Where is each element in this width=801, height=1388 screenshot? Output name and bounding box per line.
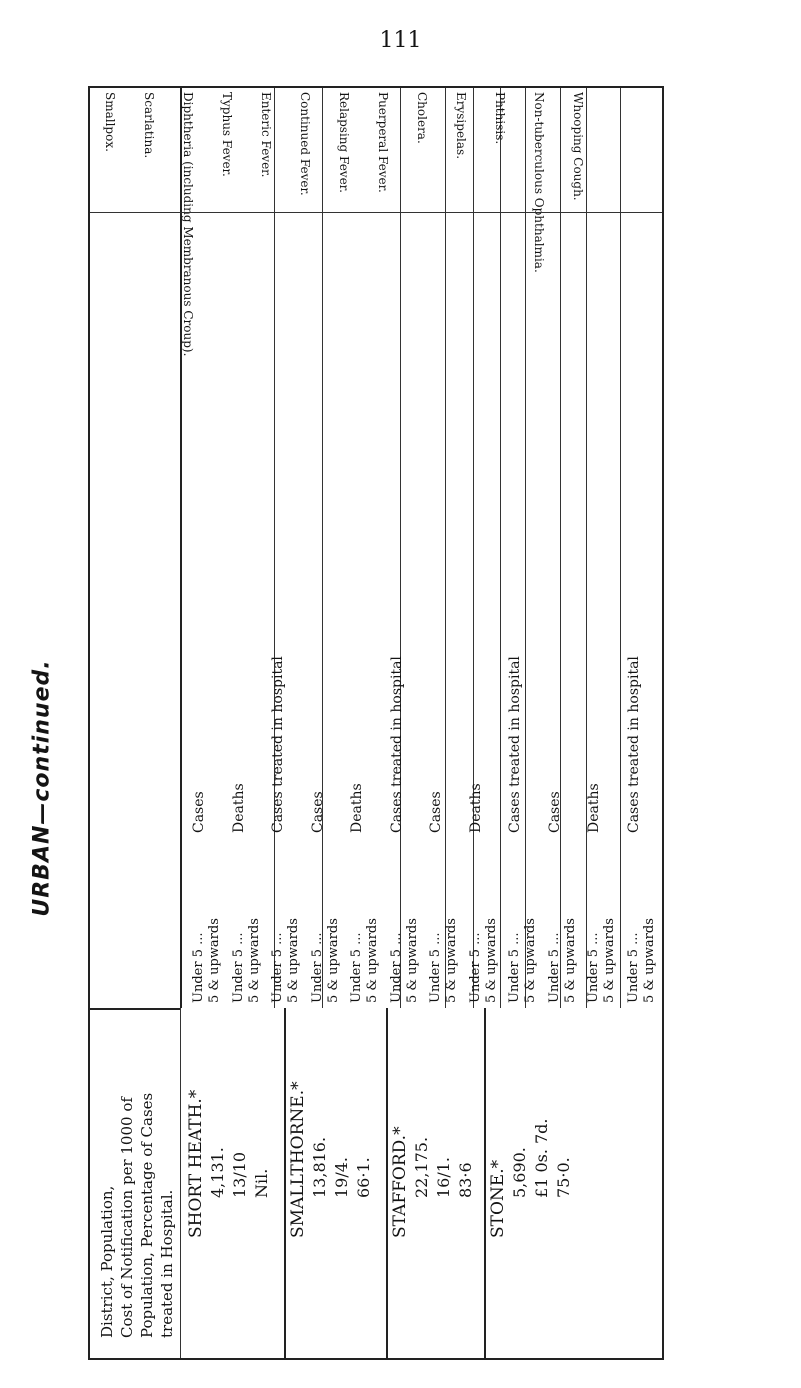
district-hospital: 83·6 <box>456 1162 475 1198</box>
column-divider <box>274 88 275 1008</box>
row-label: Cases <box>546 791 563 833</box>
column-divider <box>473 88 474 1008</box>
header-divider <box>90 1008 180 1010</box>
column-divider <box>445 88 446 1008</box>
district-population: 13,816. <box>310 1136 329 1198</box>
row-label: Deaths <box>586 783 602 833</box>
row-label: Deaths <box>349 783 365 833</box>
district-cost: 16/1. <box>434 1156 453 1198</box>
row-sub-under: Under 5 ... <box>349 932 364 1003</box>
caption-divider <box>180 1008 181 1358</box>
row-sub-under: Under 5 ... <box>230 932 246 1003</box>
column-header: Diphtheria (including Membranous Croup). <box>181 92 195 357</box>
column-header: Smallpox. <box>103 92 117 152</box>
row-sub-under: Under 5 ... <box>546 932 562 1003</box>
row-sub-upwards: 5 & upwards <box>207 918 222 1003</box>
row-sub-under: Under 5 ... <box>191 932 206 1003</box>
column-header: Continued Fever. <box>298 92 312 196</box>
row-label: Cases treated in hospital <box>625 656 642 833</box>
row-sub-upwards: 5 & upwards <box>641 918 657 1003</box>
column-header: Erysipelas. <box>454 92 468 160</box>
district-population: 22,175. <box>412 1136 431 1198</box>
margin-title <box>22 659 62 917</box>
column-divider <box>322 88 323 1008</box>
row-sub-under: Under 5 ... <box>388 932 404 1003</box>
column-divider <box>586 88 587 1008</box>
district-caption-line: treated in Hospital. <box>158 1189 176 1338</box>
row-sub-upwards: 5 & upwards <box>404 918 420 1003</box>
column-divider <box>560 88 561 1008</box>
row-sub-upwards: 5 & upwards <box>286 918 301 1003</box>
column-divider <box>525 88 526 1008</box>
row-sub-upwards: 5 & upwards <box>325 918 341 1003</box>
row-label: Cases <box>191 791 207 833</box>
district-cost: 19/4. <box>332 1156 351 1198</box>
district-caption-line: Population, Percentage of Cases <box>138 1092 156 1338</box>
row-sub-upwards: 5 & upwards <box>483 918 499 1003</box>
column-header: Relapsing Fever. <box>337 92 351 193</box>
row-sub-under: Under 5 ... <box>507 932 522 1003</box>
row-sub-upwards: 5 & upwards <box>246 918 262 1003</box>
row-sub-under: Under 5 ... <box>309 932 325 1003</box>
row-label: Cases <box>309 791 326 833</box>
row-label: Cases treated in hospital <box>388 656 405 833</box>
row-sub-upwards: 5 & upwards <box>562 918 578 1003</box>
column-divider <box>620 88 621 1008</box>
row-sub-under: Under 5 ... <box>428 932 443 1003</box>
page-number: 111 <box>379 28 422 53</box>
column-header: Scarlatina. <box>142 92 156 159</box>
district-name: STAFFORD.* <box>390 1126 410 1238</box>
district-name: SMALLTHORNE.* <box>288 1081 308 1238</box>
row-label: Deaths <box>467 783 484 833</box>
district-population: 5,690. <box>510 1147 529 1198</box>
column-header: Typhus Fever. <box>220 92 234 177</box>
header-rule <box>90 212 662 213</box>
column-header: Non-tuberculous Ophthalmia. <box>532 92 546 273</box>
district-caption-line: District, Population, <box>98 1185 116 1338</box>
row-label: Cases <box>428 791 444 833</box>
column-header: Phthisis. <box>493 92 507 145</box>
district-name: STONE.* <box>488 1159 508 1238</box>
row-sub-upwards: 5 & upwards <box>602 918 617 1003</box>
district-divider <box>386 1008 388 1358</box>
district-divider <box>484 1008 486 1358</box>
row-sub-under: Under 5 ... <box>586 932 601 1003</box>
row-sub-upwards: 5 & upwards <box>365 918 380 1003</box>
column-divider <box>500 88 501 1008</box>
district-caption-line: Cost of Notification per 1000 of <box>118 1097 136 1338</box>
margin-title-text: URBAN—continued. <box>29 659 55 917</box>
district-divider <box>284 1008 286 1358</box>
column-header: Enteric Fever. <box>259 92 273 178</box>
row-label: Cases treated in hospital <box>270 656 286 833</box>
row-label: Deaths <box>230 783 247 833</box>
row-sub-under: Under 5 ... <box>270 932 285 1003</box>
district-cost: 13/10 <box>230 1151 249 1198</box>
column-header: Puerperal Fever. <box>376 92 390 193</box>
row-sub-upwards: 5 & upwards <box>444 918 459 1003</box>
district-hospital: Nil. <box>252 1168 271 1198</box>
district-hospital: 66·1. <box>354 1157 373 1198</box>
district-cost: £1 0s. 7d. <box>532 1118 551 1198</box>
row-label: Cases treated in hospital <box>507 656 523 833</box>
row-sub-upwards: 5 & upwards <box>523 918 538 1003</box>
row-sub-under: Under 5 ... <box>625 932 641 1003</box>
district-population: 4,131. <box>208 1147 227 1198</box>
column-header: Whooping Cough. <box>571 92 585 201</box>
row-sub-under: Under 5 ... <box>467 932 483 1003</box>
column-divider <box>400 88 401 1008</box>
district-hospital: 75·0. <box>554 1157 573 1198</box>
table-frame <box>88 86 664 1360</box>
district-name: SHORT HEATH.* <box>186 1089 206 1238</box>
column-header: Cholera. <box>415 92 429 144</box>
